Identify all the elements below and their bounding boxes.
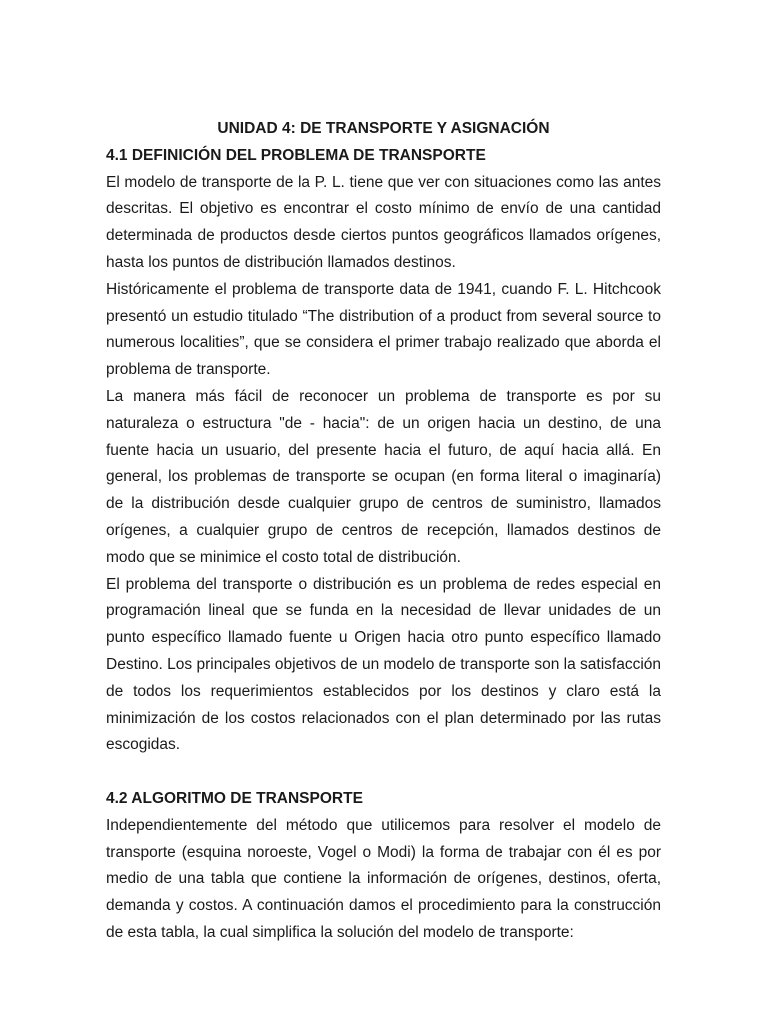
document-title: UNIDAD 4: DE TRANSPORTE Y ASIGNACIÓN [217,120,550,137]
paragraph: La manera más fácil de reconocer un problema de transporte es por su naturaleza o estructura "de - hacia": de un origen hacia un destino, de una fuente hacia un usuario, del presente hacia el futuro, de aquí hacia allá. En general, los problemas de transporte se ocupan (en forma literal o imaginaría) de la distribución desde cualquier grupo de centros de suministro, llamados orígenes, a cualquier grupo de centros de recepción, llamados destinos de modo que se minimice el costo total de distribución. [106,387,661,566]
paragraph: Independientemente del método que utilicemos para resolver el modelo de transporte (esquina noroeste, Vogel o Modi) la forma de trabajar con él es por medio de una tabla que contiene la información de orígenes, destinos, oferta, demanda y costos. A continuación damos el procedimiento para la construcción de esta tabla, la cual simplifica la solución del modelo de transporte: [106,816,661,941]
paragraph: El modelo de transporte de la P. L. tiene que ver con situaciones como las antes descritas. El objetivo es encontrar el costo mínimo de envío de una cantidad determinada de productos desde ciertos puntos geográficos llamados orígenes, hasta los puntos de distribución llamados destinos. [106,173,661,271]
paragraph: El problema del transporte o distribución es un problema de redes especial en programación lineal que se funda en la necesidad de llevar unidades de un punto específico llamado fuente u Origen hacia otro punto específico llamado Destino. Los principales objetivos de un modelo de transporte son la satisfacción de todos los requerimientos establecidos por los destinos y claro está la minimización de los costos relacionados con el plan determinado por las rutas escogidas. [106,575,661,754]
section-heading-4-2: 4.2 ALGORITMO DE TRANSPORTE [106,789,363,807]
paragraph: Históricamente el problema de transporte data de 1941, cuando F. L. Hitchcook presentó un estudio titulado “The distribution of a product from several source to numerous localities”, que se considera el primer trabajo realizado que aborda el problema de transporte. [106,280,661,379]
section-spacer [106,759,661,786]
document-page [106,116,661,947]
section-heading-4-1: 4.1 DEFINICIÓN DEL PROBLEMA DE TRANSPORTE [106,146,486,164]
